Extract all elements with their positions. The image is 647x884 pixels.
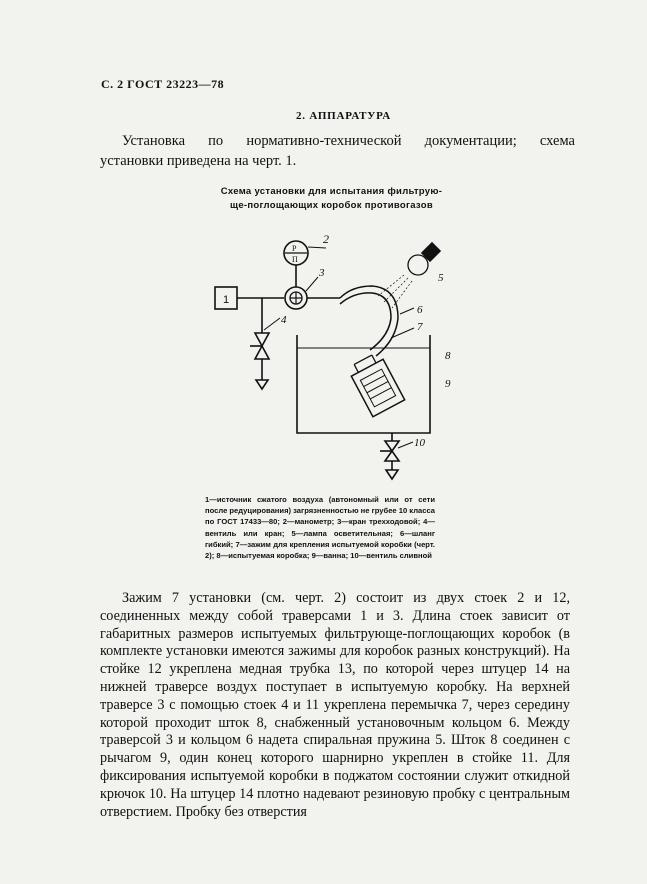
label-6: 6 (417, 304, 423, 316)
exhaust-arrow (256, 380, 268, 389)
leader-10 (398, 442, 413, 448)
bath-9 (297, 335, 430, 433)
label-4: 4 (281, 314, 287, 326)
label-10: 10 (414, 437, 425, 449)
body-text (100, 590, 570, 821)
label-2: 2 (323, 232, 329, 246)
label-9: 9 (445, 378, 451, 390)
leader-6 (400, 308, 414, 314)
manometer-p-label: P (292, 244, 297, 253)
page-header: С. 2 ГОСТ 23223—78 (101, 77, 225, 91)
leader-2 (308, 247, 326, 248)
label-3: 3 (319, 267, 325, 279)
drain-arrow (386, 470, 398, 479)
lamp-rays (378, 275, 412, 308)
test-box-8 (347, 351, 405, 416)
label-5: 5 (438, 272, 444, 284)
figure-title-line-2: ще-поглощающих коробок противогазов (230, 200, 433, 211)
label-8: 8 (445, 350, 451, 362)
intro-line-2: установки приведена на черт. 1. (100, 153, 297, 169)
label-7: 7 (417, 321, 423, 333)
flexible-hose-6 (340, 286, 398, 356)
leader-3 (306, 277, 318, 291)
body-paragraph: Зажим 7 установки (см. черт. 2) состоит из двух стоек 2 и 12, соединенных между собой траверсами 1 и 3. Длина стоек зависит от габаритных размеров испытуемых фильтрующе-поглощающих коробок (в комплекте установки имеются зажимы для коробок разных конструкций). На стойке 12 укреплена медная трубка 13, по которой через штуцер 14 на нижней траверсе воздух поступает в испытуемую коробку. На верхней траверсе 3 с помощью стоек 4 и 11 укреплена перемычка 7, через середину которой проходит шток 8, снабженный установочным кольцом 6. Между траверсой 3 и кольцом 6 надета спиральная пружина 5. Шток 8 соединен с рычагом 9, один конец которого шарнирно укреплен в стойке 11. Для фиксирования испытуемой коробки в поджатом состоянии служит откидной крючок 10. На штуцер 14 плотно надевают резиновую пробку с центральным отверстием. Пробку без отверстия (100, 590, 570, 820)
leader-4 (264, 318, 280, 330)
lamp-5 (408, 255, 428, 275)
label-1: 1 (223, 294, 230, 306)
figure-legend: 1—источник сжатого воздуха (автономный или от сети после редуцирования) загрязненностью не грубее 10 класса по ГОСТ 17433—80; 2—манометр; 3—кран трехходовой; 4—вентиль или кран; 5—лампа осветительная; 6—шланг гибкий; 7—зажим для крепления испытуемой коробки (черт. 2); 8—испытуемая коробка; 9—ванна; 10—вентиль сливной (205, 495, 436, 561)
section-title: 2. АППАРАТУРА (295, 110, 392, 122)
intro-line-1: Установка по нормативно-технической документации; схема (122, 133, 575, 149)
figure-title-line-1: Схема установки для испытания фильтрую- (220, 186, 443, 197)
manometer-n-label: П (292, 255, 298, 264)
